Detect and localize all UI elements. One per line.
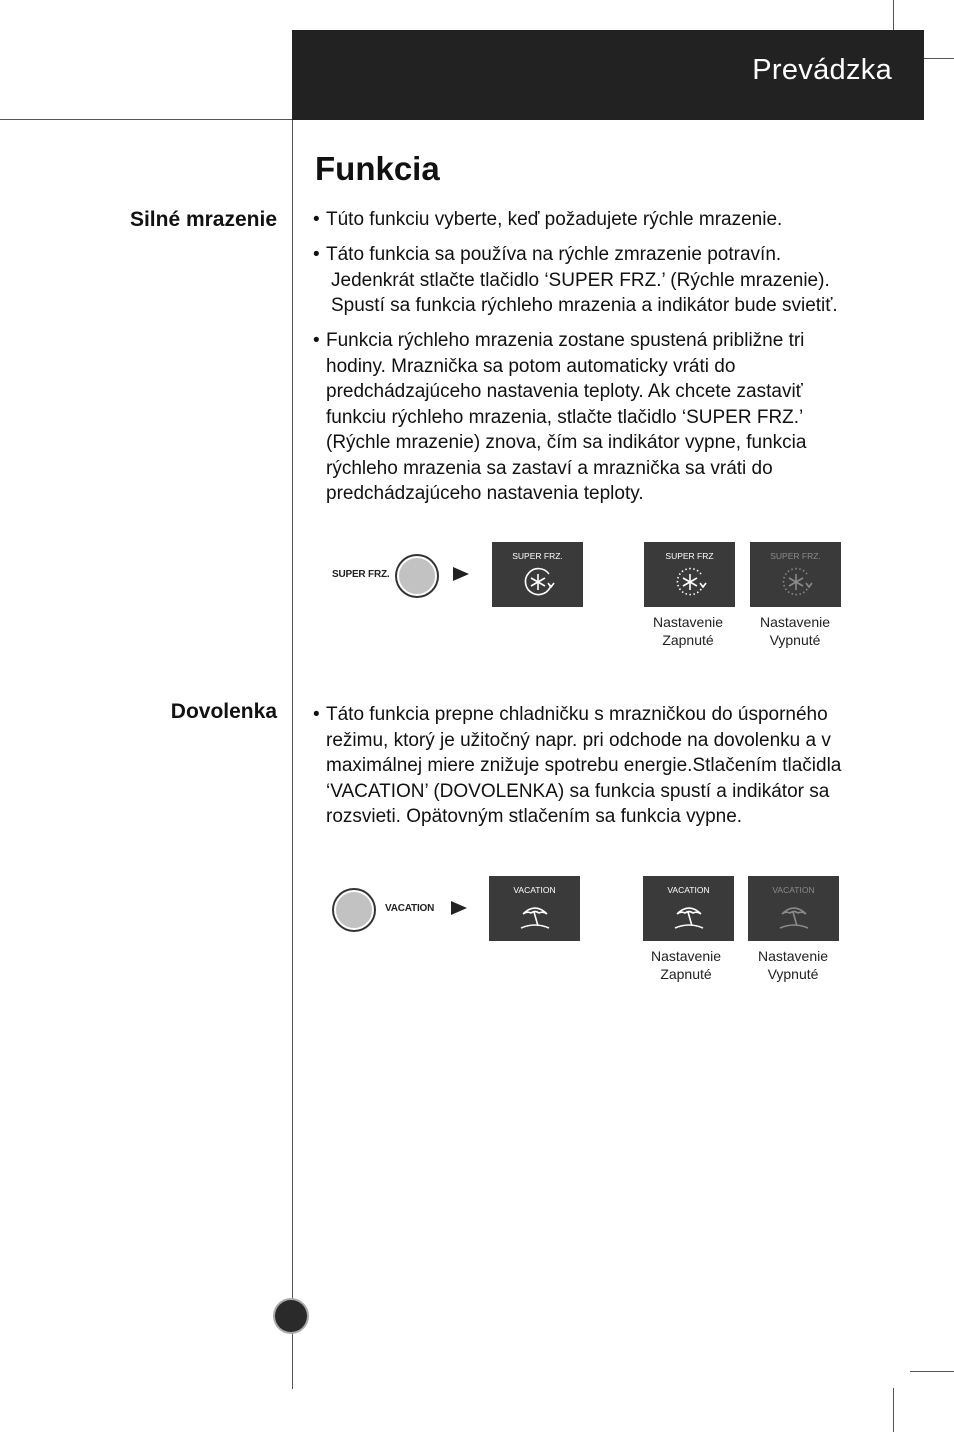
display-label: VACATION	[667, 885, 710, 895]
vacation-display-off	[748, 876, 839, 941]
display-label: VACATION	[513, 885, 556, 895]
text-line: rýchleho mrazenia sa zastaví a mraznička sa vráti do	[326, 457, 773, 479]
display-label: SUPER FRZ	[665, 551, 714, 561]
caption-off	[743, 947, 843, 983]
vacation-display	[489, 876, 580, 941]
super-freeze-bullet-3	[313, 328, 913, 507]
arrow-right-icon	[451, 901, 467, 915]
display-label: SUPER FRZ.	[512, 551, 563, 561]
vacation-bullet-1	[313, 702, 923, 830]
text-line: rozsvieti. Opätovným stlačením sa funkcia vypne.	[326, 806, 743, 827]
trim-mark-bottom-right-vertical	[893, 1388, 894, 1432]
snowflake-icon	[778, 564, 814, 600]
snowflake-icon	[520, 564, 556, 600]
page-marker	[275, 1300, 307, 1332]
bullet-dot: •	[313, 209, 320, 230]
text-line: predchádzajúceho nastavenia teploty.	[326, 483, 644, 504]
beach-umbrella-icon	[776, 898, 812, 934]
trim-mark-top-right-horizontal	[924, 58, 954, 59]
text-line: režimu, ktorý je užitočný napr. pri odchode na dovolenku a v	[326, 729, 831, 751]
trim-mark-bottom-right-horizontal	[910, 1371, 954, 1372]
display-label: VACATION	[772, 885, 815, 895]
display-label: SUPER FRZ.	[770, 551, 821, 561]
section-title: Prevádzka	[752, 54, 892, 86]
text-line: Jedenkrát stlačte tlačidlo ‘SUPER FRZ.’ (Rýchle mrazenie).	[331, 269, 830, 291]
super-freeze-bullet-2	[313, 242, 913, 319]
caption-line: Vypnuté	[769, 632, 821, 648]
caption-line: Nastavenie	[652, 614, 724, 630]
text-line: Túto funkciu vyberte, keď požadujete rýchle mrazenie.	[326, 209, 783, 230]
text-line: Spustí sa funkcia rýchleho mrazenia a indikátor bude svietiť.	[331, 295, 838, 316]
beach-umbrella-icon	[671, 898, 707, 934]
caption-off	[745, 613, 845, 649]
text-line: Táto funkcia sa používa na rýchle zmrazenie potravín.	[326, 244, 782, 265]
snowflake-icon	[672, 564, 708, 600]
bullet-dot: •	[313, 330, 320, 351]
arrow-right-icon	[453, 567, 469, 581]
bullet-dot: •	[313, 244, 320, 265]
text-line: predchádzajúceho nastavenia teploty. Ak chcete zastaviť	[326, 381, 803, 402]
super-frz-display	[492, 542, 583, 607]
caption-line: Zapnuté	[660, 966, 712, 982]
text-line: maximálnej miere znižuje spotrebu energie.Stlačením tlačidla	[326, 755, 842, 776]
vacation-button-label: VACATION	[385, 903, 435, 914]
header-rule	[0, 119, 292, 120]
super-frz-display-on	[644, 542, 735, 607]
margin-rule	[292, 119, 293, 1389]
super-frz-button-label: SUPER FRZ.	[332, 569, 390, 580]
text-line: Táto funkcia prepne chladničku s mrazničkou do úsporného	[326, 704, 828, 725]
text-line: (Rýchle mrazenie) znova, čím sa indikátor vypne, funkcia	[326, 432, 807, 453]
caption-line: Zapnuté	[662, 632, 714, 648]
trim-mark-top-right-vertical	[893, 0, 894, 30]
text-line: Funkcia rýchleho mrazenia zostane spustená približne tri	[326, 330, 805, 351]
vacation-display-on	[643, 876, 734, 941]
caption-line: Vypnuté	[767, 966, 819, 982]
caption-line: Nastavenie	[759, 614, 831, 630]
text-line: ‘VACATION’ (DOVOLENKA) sa funkcia spustí a indikátor sa	[326, 780, 830, 802]
caption-line: Nastavenie	[757, 948, 829, 964]
super-freeze-heading: Silné mrazenie	[129, 208, 277, 231]
caption-on	[638, 613, 738, 649]
super-frz-display-off	[750, 542, 841, 607]
super-frz-button[interactable]	[397, 556, 437, 596]
text-line: hodiny. Mraznička sa potom automaticky vráti do	[326, 355, 736, 377]
bullet-dot: •	[313, 704, 320, 725]
vacation-button[interactable]	[334, 890, 374, 930]
super-freeze-bullet-1	[313, 207, 913, 233]
caption-line: Nastavenie	[650, 948, 722, 964]
text-line: funkciu rýchleho mrazenia, stlačte tlačidlo ‘SUPER FRZ.’	[326, 406, 804, 428]
page-title: Funkcia	[315, 150, 440, 187]
vacation-heading: Dovolenka	[170, 700, 277, 723]
caption-on	[636, 947, 736, 983]
beach-umbrella-icon	[517, 898, 553, 934]
